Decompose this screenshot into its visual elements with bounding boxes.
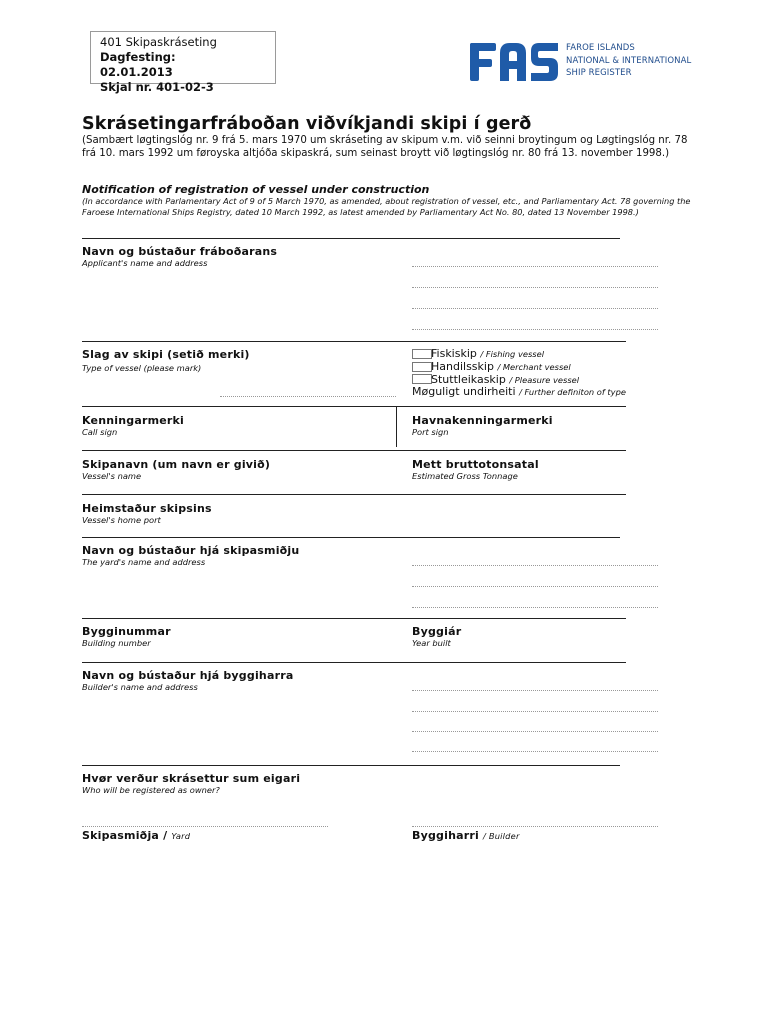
date-label: Dagfesting: xyxy=(100,50,176,64)
building-number-label-en: Building number xyxy=(82,638,151,648)
builder-line-3[interactable] xyxy=(412,731,658,732)
page-title: Skrásetingarfráboðan viðvíkjandi skipi í gerð xyxy=(82,114,532,134)
fas-logo xyxy=(470,38,700,88)
divider xyxy=(82,238,620,239)
applicant-label: Navn og bústaður fráboðarans xyxy=(82,245,278,258)
register-name: FAROE ISLANDS NATIONAL & INTERNATIONAL SHIP REGISTER xyxy=(566,43,692,78)
builder-signature-line[interactable] xyxy=(412,826,658,827)
home-port-label-en: Vessel's home port xyxy=(82,515,161,525)
divider xyxy=(82,494,626,495)
english-intro-text: (In accordance with Parlamentary Act of 9 of 5 March 1970, as amended, about registration of vessel, etc., and Parliamentary Act. 78 governing the Faroese International Ships Registry, dated 10 March 1992, as latest amended by Parliamentary Act No. 80, dated 13 November 1998.) xyxy=(82,196,691,217)
year-built-label-en: Year built xyxy=(412,638,451,648)
applicant-line-2[interactable] xyxy=(412,287,658,288)
date-value: 02.01.2013 xyxy=(100,65,173,79)
vessel-name-label-en: Vessel's name xyxy=(82,471,142,481)
builder-line-1[interactable] xyxy=(412,690,658,691)
checkbox-fishing-vessel[interactable] xyxy=(412,349,432,359)
yard-line-1[interactable] xyxy=(412,565,658,566)
fas-logo-mark xyxy=(470,38,562,84)
divider xyxy=(82,662,626,663)
checkbox-pleasure-vessel[interactable] xyxy=(412,374,432,384)
owner-label-en: Who will be registered as owner? xyxy=(82,785,220,795)
port-sign-label: Havnakenningarmerki xyxy=(412,414,553,427)
yard-label-en: The yard's name and address xyxy=(82,557,206,567)
divider xyxy=(82,537,620,538)
yard-label: Navn og bústaður hjá skipasmiðju xyxy=(82,544,300,557)
home-port-label: Heimstaður skipsins xyxy=(82,502,212,515)
yard-signature-line[interactable] xyxy=(82,826,328,827)
document-reference-box xyxy=(90,31,276,94)
document-number: Skjal nr. 401-02-3 xyxy=(100,80,214,94)
option-fishing-vessel: Fiskiskip / Fishing vessel xyxy=(431,347,545,360)
vessel-type-label-en: Type of vessel (please mark) xyxy=(82,363,202,373)
gross-tonnage-label-en: Estimated Gross Tonnage xyxy=(412,471,518,481)
yard-signature-label: Skipasmiðja / Yard xyxy=(82,829,191,842)
builder-signature-label: Byggiharri / Builder xyxy=(412,829,520,842)
call-sign-label: Kenningarmerki xyxy=(82,414,185,427)
divider xyxy=(82,618,626,619)
yard-line-2[interactable] xyxy=(412,586,658,587)
year-built-label: Byggiár xyxy=(412,625,462,638)
english-title: Notification of registration of vessel under construction xyxy=(82,183,430,196)
owner-label: Hvør verður skrásettur sum eigari xyxy=(82,772,301,785)
form-number: 401 Skipaskráseting xyxy=(100,35,217,49)
building-number-label: Bygginummar xyxy=(82,625,171,638)
builder-line-2[interactable] xyxy=(412,711,658,712)
builder-line-4[interactable] xyxy=(412,751,658,752)
divider xyxy=(82,406,626,407)
option-further-definition: Møguligt undirheiti / Further definiton of type xyxy=(412,385,626,398)
applicant-line-3[interactable] xyxy=(412,308,658,309)
intro-text: (Sambært løgtingslóg nr. 9 frá 5. mars 1970 um skráseting av skipum v.m. við seinni broytingum og Løgtingslóg nr. 78 frá 10. mars 1992 um føroyska altjóða skipaskrá, sum seinast broytt við løgtingslóg nr. 80 frá 13. november 1998.) xyxy=(82,135,688,159)
gross-tonnage-label: Mett bruttotonsatal xyxy=(412,458,539,471)
applicant-line-4[interactable] xyxy=(412,329,658,330)
yard-line-3[interactable] xyxy=(412,607,658,608)
vessel-type-other-line[interactable] xyxy=(220,396,396,397)
port-sign-label-en: Port sign xyxy=(412,427,449,437)
vessel-name-label: Skipanavn (um navn er givið) xyxy=(82,458,271,471)
applicant-label-en: Applicant's name and address xyxy=(82,258,208,268)
option-pleasure-vessel: Stuttleikaskip / Pleasure vessel xyxy=(431,373,580,386)
checkbox-merchant-vessel[interactable] xyxy=(412,362,432,372)
builder-label-en: Builder's name and address xyxy=(82,682,198,692)
builder-label: Navn og bústaður hjá byggiharra xyxy=(82,669,294,682)
divider xyxy=(82,450,626,451)
divider-vertical xyxy=(396,406,397,447)
option-merchant-vessel: Handilsskip / Merchant vessel xyxy=(431,360,571,373)
vessel-type-label: Slag av skipi (setið merki) xyxy=(82,348,250,361)
divider xyxy=(82,341,626,342)
divider xyxy=(82,765,620,766)
applicant-line-1[interactable] xyxy=(412,266,658,267)
call-sign-label-en: Call sign xyxy=(82,427,118,437)
